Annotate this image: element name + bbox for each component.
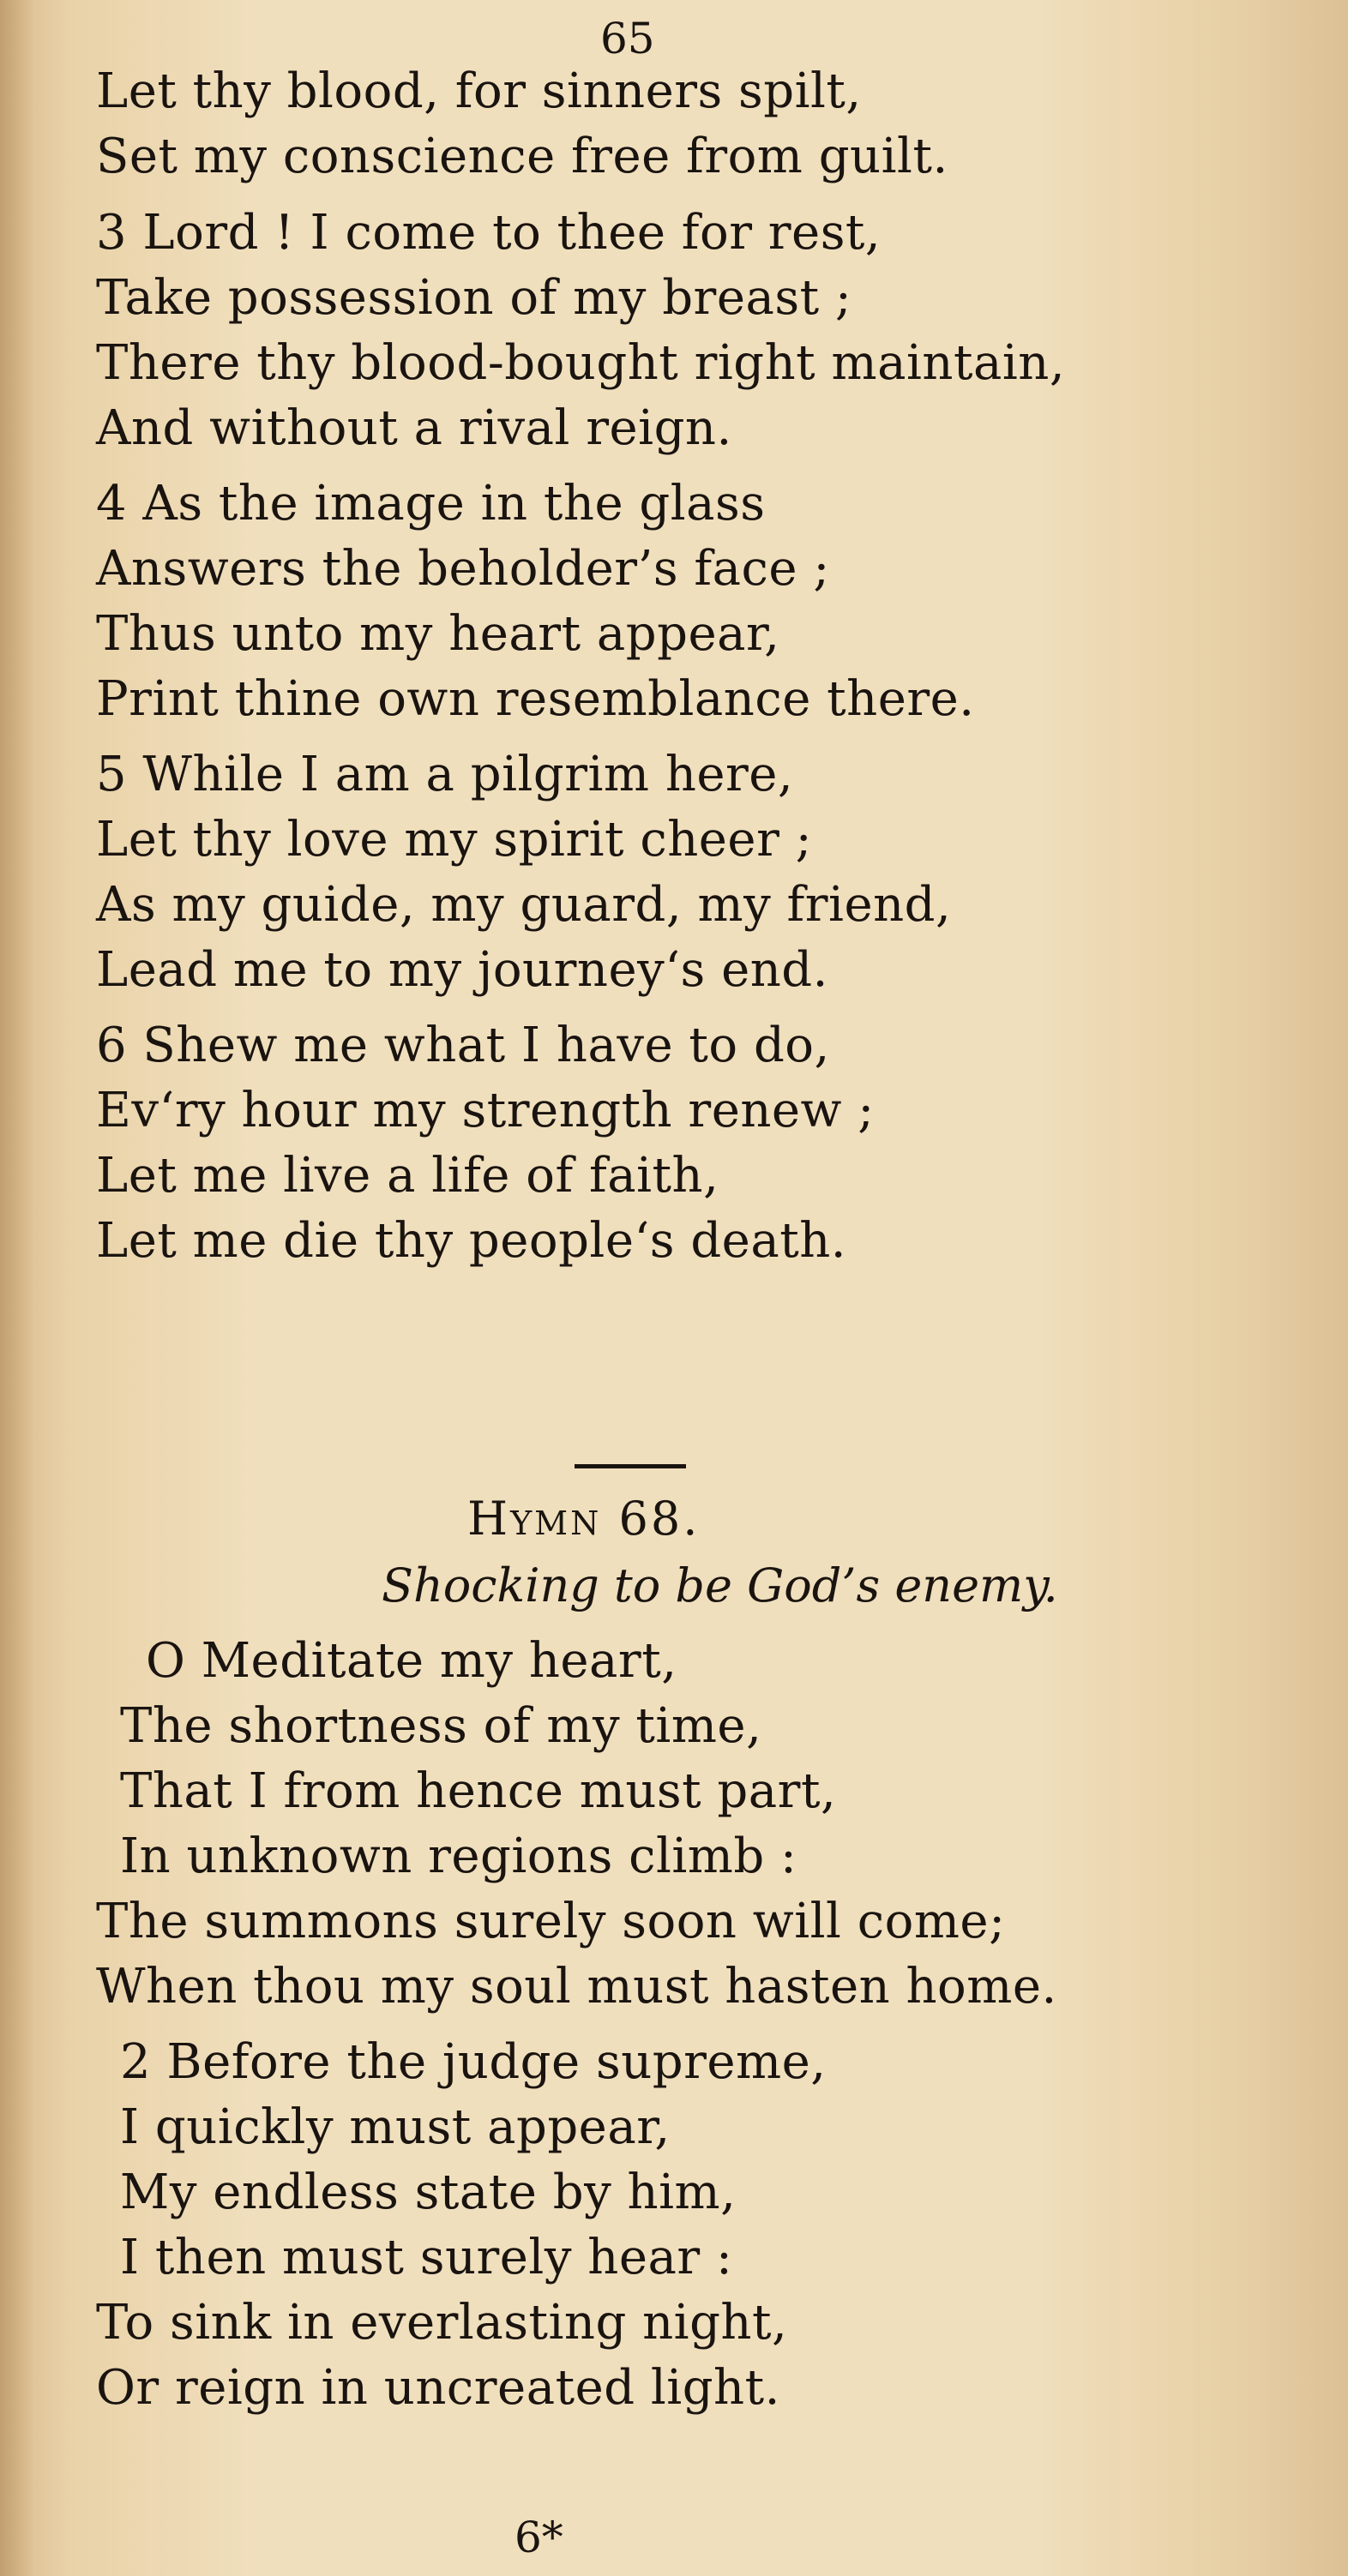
verse-line: Let me die thy people‘s death. — [96, 1213, 847, 1269]
verse-line: Let thy blood, for sinners spilt, — [96, 63, 862, 119]
verse-line: That I from hence must part, — [120, 1763, 837, 1819]
signature-mark: 6* — [515, 2513, 563, 2562]
verse-line: Take possession of my breast ; — [96, 270, 852, 326]
verse-line: O Meditate my heart, — [146, 1633, 677, 1689]
verse-line: 3 Lord ! I come to thee for rest, — [96, 205, 882, 261]
verse-line: 4 As the image in the glass — [96, 476, 766, 531]
verse-line: 2 Before the judge supreme, — [120, 2034, 827, 2090]
verse-line: And without a rival reign. — [96, 400, 732, 456]
verse-line: Or reign in uncreated light. — [96, 2360, 780, 2416]
verse-line: Lead me to my journey‘s end. — [96, 942, 828, 998]
verse-line: There thy blood-bought right maintain, — [96, 335, 1066, 391]
section-divider — [575, 1464, 686, 1468]
verse-line: Ev‘ry hour my strength renew ; — [96, 1083, 875, 1138]
verse-line: Let me live a life of faith, — [96, 1148, 719, 1204]
verse-line: The summons surely soon will come; — [96, 1894, 1006, 1949]
verse-line: Answers the beholder’s face ; — [96, 541, 830, 597]
verse-line: The shortness of my time, — [120, 1698, 762, 1754]
hymn-subtitle: Shocking to be God’s enemy. — [382, 1558, 1058, 1612]
verse-line: 5 While I am a pilgrim here, — [96, 747, 794, 802]
verse-line: Print thine own resemblance there. — [96, 671, 975, 727]
verse-line: In unknown regions climb : — [120, 1828, 797, 1884]
page-edge-shadow — [0, 0, 34, 2576]
verse-line: Let thy love my spirit cheer ; — [96, 812, 813, 868]
page-number: 65 — [600, 14, 655, 63]
verse-line: 6 Shew me what I have to do, — [96, 1018, 830, 1073]
verse-line: I quickly must appear, — [120, 2099, 671, 2155]
verse-line: To sink in everlasting night, — [96, 2295, 788, 2351]
verse-line: When thou my soul must hasten home. — [96, 1959, 1057, 2015]
verse-line: Set my conscience free from guilt. — [96, 129, 948, 184]
verse-line: I then must surely hear : — [120, 2230, 733, 2285]
verse-line: Thus unto my heart appear, — [96, 606, 780, 662]
verse-line: As my guide, my guard, my friend, — [96, 877, 952, 933]
verse-line: My endless state by him, — [120, 2165, 737, 2220]
hymn-title: Hymn 68. — [467, 1492, 701, 1546]
